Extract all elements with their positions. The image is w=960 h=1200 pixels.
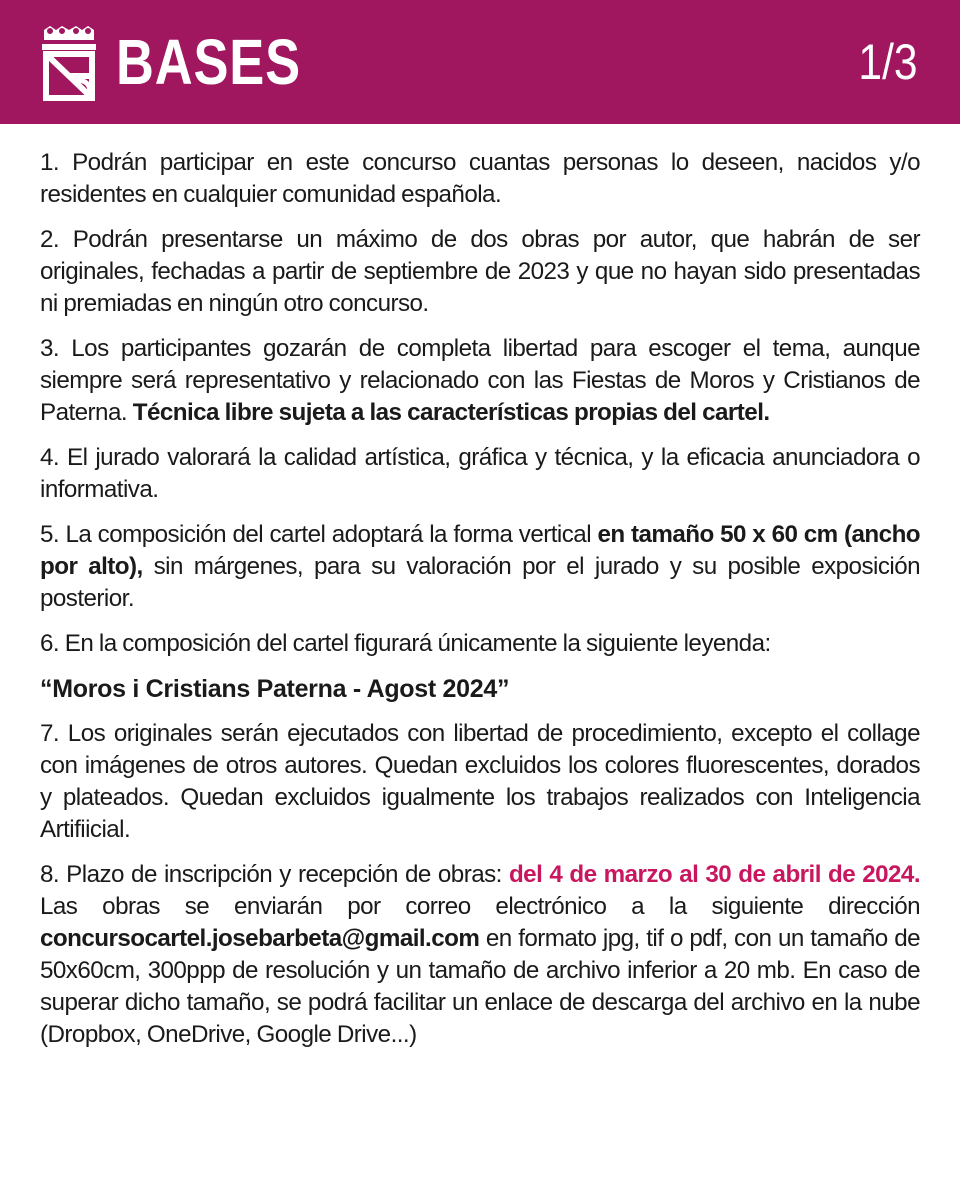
- rule-5-text-b: sin márgenes, para su valoración por el jurado y su posible exposición posterior.: [40, 553, 920, 612]
- rule-6: 6. En la composición del cartel figurará únicamente la siguiente leyenda:: [40, 630, 771, 657]
- contact-email[interactable]: concursocartel.josebarbeta@gmail.com: [40, 925, 480, 952]
- rule-4: 4. El jurado valorará la calidad artística, gráfica y técnica, y la eficacia anunciadora o informativa.: [40, 444, 920, 503]
- rule-8-text-a: 8. Plazo de inscripción y recepción de obras:: [40, 861, 502, 888]
- castle-logo-icon: [40, 26, 98, 102]
- rule-8: [40, 859, 920, 1051]
- page-indicator: 1/3: [858, 34, 918, 90]
- rule-1: 1. Podrán participar en este concurso cuantas personas lo deseen, nacidos y/o residentes en cualquier comunidad española.: [40, 149, 920, 208]
- rule-8-text-b: Las obras se enviarán por correo electrónico a la siguiente dirección: [40, 893, 920, 920]
- rule-3-text: 3. Los participantes gozarán de completa libertad para escoger el tema, aunque siempre será representativo y relacionado con las Fiestas de Moros y Cristianos de Paterna.: [40, 335, 920, 426]
- rule-3: [40, 333, 920, 429]
- page-title: BASES: [116, 26, 301, 98]
- poster-legend: “Moros i Cristians Paterna - Agost 2024”: [40, 675, 510, 703]
- rule-7: 7. Los originales serán ejecutados con libertad de procedimiento, excepto el collage con imágenes de otros autores. Quedan excluidos los colores fluorescentes, dorados y plateados. Quedan excluidos igualmente los trabajos realizados con Inteligencia Artifiicial.: [40, 720, 920, 843]
- header-bar: [0, 0, 960, 124]
- submission-dates: del 4 de marzo al 30 de abril de 2024.: [508, 861, 921, 888]
- rule-5-text-a: 5. La composición del cartel adoptará la forma vertical: [40, 521, 592, 548]
- rule-3-bold: Técnica libre sujeta a las características propias del cartel.: [132, 399, 770, 426]
- rule-5-size: en tamaño 50 x 60 cm (ancho por alto),: [40, 521, 921, 580]
- rules-body: [40, 147, 920, 1064]
- rule-8-text-c: en formato jpg, tif o pdf, con un tamaño de 50x60cm, 300ppp de resolución y un tamaño de archivo inferior a 20 mb. En caso de superar dicho tamaño, se podrá facilitar un enlace de descarga del archivo en la nube (Dropbox, OneDrive, Google Drive...): [40, 925, 921, 1048]
- rule-2: 2. Podrán presentarse un máximo de dos obras por autor, que habrán de ser originales, fechadas a partir de septiembre de 2023 y que no hayan sido presentadas ni premiadas en ningún otro concurso.: [40, 226, 920, 317]
- rule-5: [40, 519, 920, 615]
